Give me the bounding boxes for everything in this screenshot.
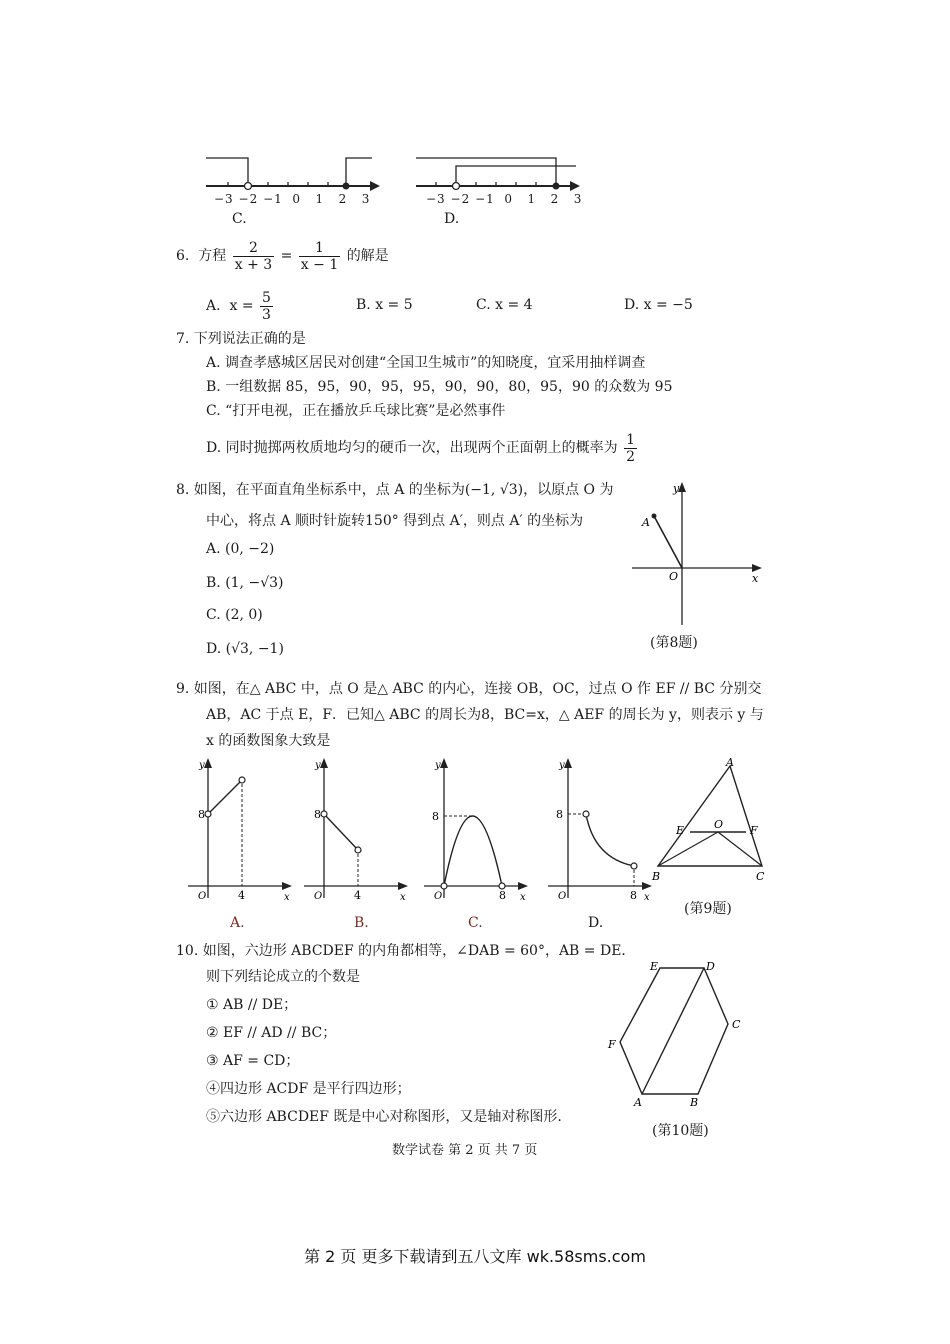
value-8-label: 8 (556, 808, 563, 821)
question-10-item-2: ② EF // AD // BC； (206, 1025, 337, 1041)
question-10-item-3: ③ AF = CD； (206, 1053, 300, 1069)
question-6-stem (176, 236, 389, 276)
option-label: A. (206, 298, 221, 314)
axis-y-label: y (673, 482, 680, 495)
label-e: E (650, 960, 659, 973)
question-6-option-b: B. x = 5 (356, 297, 413, 313)
label-e: E (676, 824, 685, 837)
q9-graph-a (184, 758, 294, 908)
question-10-line2: 则下列结论成立的个数是 (206, 969, 360, 985)
numerator: 1 (626, 431, 635, 448)
q9-graph-c-label: C. (468, 915, 483, 931)
question-10-item-5: ⑤六边形 ABCDEF 既是中心对称图形，又是轴对称图形. (206, 1109, 562, 1125)
q10-caption: (第10题) (652, 1123, 709, 1139)
tick-label: 0 (292, 192, 302, 206)
value-8-label: 8 (314, 808, 321, 821)
tick-label: 2 (550, 192, 560, 206)
label-c: C (732, 1018, 741, 1031)
value-8-x-label: 8 (499, 889, 506, 902)
label-f: F (750, 824, 758, 837)
question-9-line3: x 的函数图象大致是 (206, 733, 331, 749)
q9-graph-d-label: D. (588, 915, 604, 931)
question-9-line1: 9. 如图，在△ ABC 中，点 O 是△ ABC 的内心，连接 OB，OC，过点 O 作 EF // BC 分别交 (176, 681, 762, 697)
q8-caption: (第8题) (650, 635, 698, 651)
denominator: x − 1 (300, 256, 339, 273)
option-c-label: C. (232, 211, 247, 227)
tick-label: −1 (475, 192, 495, 206)
value-8-label: 8 (198, 808, 205, 821)
question-8-line1: 8. 如图，在平面直角坐标系中，点 A 的坐标为(−1, √3)，以原点 O 为 (176, 482, 614, 498)
tick-label: −1 (263, 192, 283, 206)
axis-x-label: x (400, 892, 406, 903)
q10-hexagon-figure (606, 958, 756, 1108)
origin-label: O (669, 570, 679, 583)
tick-label: 1 (527, 192, 537, 206)
value-8-label: 8 (432, 810, 439, 823)
axis-x-label: x (644, 892, 650, 903)
tick-label: −3 (214, 192, 234, 206)
denominator: x + 3 (234, 256, 273, 273)
denominator: 3 (262, 306, 271, 323)
numerator: 2 (233, 240, 274, 257)
equals-sign: = (280, 248, 293, 264)
page-footer: 第 2 页 更多下载请到五八文库 wk.58sms.com (304, 1247, 646, 1266)
question-10-item-4: ④四边形 ACDF 是平行四边形； (206, 1081, 411, 1097)
question-7-option-d (206, 428, 639, 468)
question-8-line2: 中心，将点 A 顺时针旋转150° 得到点 A′，则点 A′ 的坐标为 (206, 513, 584, 529)
value-4-label: 4 (238, 889, 245, 902)
stem-text: 方程 (198, 248, 227, 264)
axis-x-label: x (284, 892, 290, 903)
denominator: 2 (626, 448, 635, 465)
label-d: D (706, 960, 715, 973)
point-a-label: A (642, 516, 650, 529)
axis-y-label: y (559, 760, 565, 771)
q9-triangle-figure (648, 758, 774, 888)
question-9-line2: AB，AC 于点 E，F．已知△ ABC 的周长为8，BC=x，△ AEF 的周长为 y，则表示 y 与 (206, 707, 764, 723)
origin-label: O (558, 891, 567, 902)
fraction (624, 432, 637, 465)
label-f: F (608, 1038, 616, 1051)
axis-y-label: y (199, 760, 205, 771)
axis-x-label: x (752, 572, 759, 585)
numerator: 5 (262, 289, 271, 306)
tick-label: 3 (573, 192, 583, 206)
question-8-option-d: D. (√3, −1) (206, 641, 284, 657)
page-info: 数学试卷 第 2 页 共 7 页 (392, 1143, 538, 1158)
q9-graph-b (300, 758, 410, 908)
option-text: D. 同时抛掷两枚质地均匀的硬币一次，出现两个正面朝上的概率为 (206, 440, 618, 456)
option-d-label: D. (444, 211, 460, 227)
question-7-stem: 7. 下列说法正确的是 (176, 331, 306, 347)
numberline-c-ticks (214, 190, 370, 208)
label-a: A (726, 758, 734, 769)
numerator: 1 (299, 240, 340, 257)
question-6-option-a (206, 286, 275, 326)
label-b: B (690, 1096, 699, 1108)
q9-graph-a-label: A. (230, 915, 245, 931)
label-o: O (714, 818, 724, 831)
label-b: B (652, 870, 661, 883)
tick-label: −3 (426, 192, 446, 206)
axis-x-label: x (520, 892, 526, 903)
tick-label: −2 (450, 192, 471, 206)
q9-graph-b-label: B. (354, 915, 369, 931)
stem-text: 的解是 (346, 248, 389, 264)
tick-label: 2 (338, 192, 348, 206)
value-8-x-label: 8 (630, 889, 637, 902)
question-6-option-c: C. x = 4 (476, 297, 533, 313)
question-8-option-a: A. (0, −2) (206, 541, 275, 557)
origin-label: O (314, 891, 323, 902)
q8-coordinate-figure (628, 480, 768, 630)
question-7-option-a: A. 调查孝感城区居民对创建“全国卫生城市”的知晓度，宜采用抽样调查 (206, 355, 646, 371)
axis-y-label: y (435, 760, 441, 771)
question-7-option-c: C. “打开电视，正在播放乒乓球比赛”是必然事件 (206, 403, 506, 419)
q9-graph-c (420, 758, 530, 908)
question-8-option-b: B. (1, −√3) (206, 575, 284, 591)
origin-label: O (434, 891, 443, 902)
q9-caption: (第9题) (684, 901, 732, 917)
tick-label: 0 (504, 192, 514, 206)
question-7-option-b: B. 一组数据 85，95，90，95，95，90，90，80，95，90 的众数为 95 (206, 379, 673, 395)
tick-label: −2 (238, 192, 259, 206)
q9-graph-d (544, 758, 654, 908)
origin-label: O (198, 891, 207, 902)
option-text: x = (229, 298, 254, 314)
tick-label: 1 (315, 192, 325, 206)
label-a: A (634, 1096, 642, 1108)
fraction (299, 240, 340, 273)
label-c: C (756, 870, 765, 883)
fraction (233, 240, 274, 273)
question-10-item-1: ① AB // DE； (206, 997, 298, 1013)
question-8-option-c: C. (2, 0) (206, 607, 263, 623)
question-10-line1: 10. 如图，六边形 ABCDEF 的内角都相等，∠DAB = 60°，AB = DE． (176, 943, 636, 959)
tick-label: 3 (361, 192, 371, 206)
numberline-d-ticks (426, 190, 582, 208)
axis-y-label: y (315, 760, 321, 771)
question-number: 6. (176, 248, 190, 264)
question-6-option-d: D. x = −5 (624, 297, 693, 313)
fraction (260, 290, 273, 323)
value-4-label: 4 (354, 889, 361, 902)
